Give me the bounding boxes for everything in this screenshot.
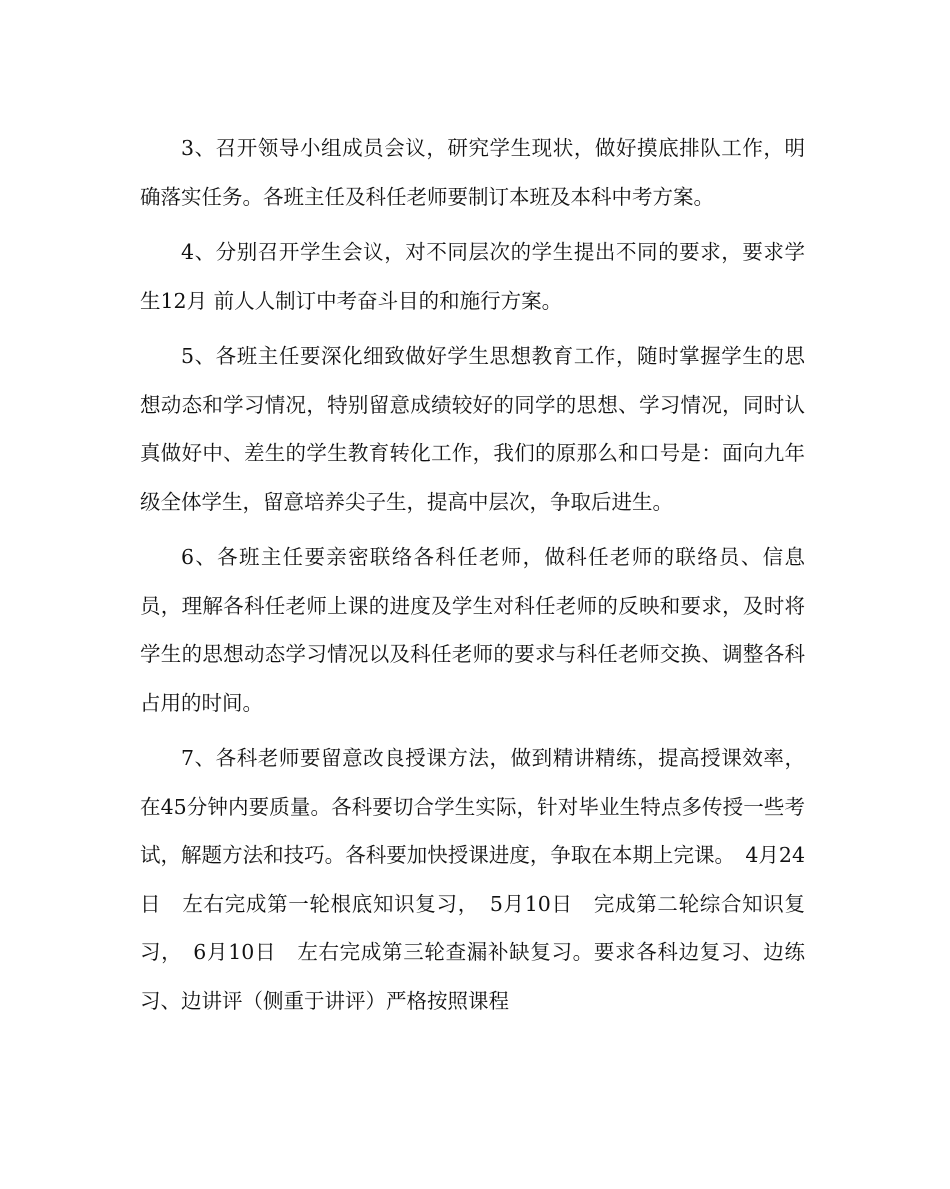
paragraph-6: 6、各班主任要亲密联络各科任老师，做科任老师的联络员、信息员，理解各科任老师上课的进度及学生对科任老师的反映和要求，及时将学生的思想动态学习情况以及科任老师的要求与科任老师交换、调整各科占用的时间。 [140, 545, 805, 715]
paragraph-7: 7、各科老师要留意改良授课方法，做到精讲精练，提高授课效率，在45分钟内要质量。各科要切合学生实际，针对毕业生特点多传授一些考试，解题方法和技巧。各科要加快授课进度，争取在本期上完课。 4月24日 左右完成第一轮根底知识复习， 5月10日 完成第二轮综合知识复习， 6月10日 左右完成第三轮查漏补缺复习。要求各科边复习、边练习、边讲评（侧重于讲评）严格按照课程 [140, 746, 805, 1013]
paragraph-3: 3、召开领导小组成员会议，研究学生现状，做好摸底排队工作，明确落实任务。各班主任及科任老师要制订本班及本科中考方案。 [140, 136, 805, 209]
paragraph-4: 4、分别召开学生会议，对不同层次的学生提出不同的要求，要求学生12月 前人人制订中考奋斗目的和施行方案。 [140, 240, 805, 313]
paragraph-5: 5、各班主任要深化细致做好学生思想教育工作，随时掌握学生的思想动态和学习情况，特别留意成绩较好的同学的思想、学习情况，同时认真做好中、差生的学生教育转化工作，我们的原那么和口号是：面向九年级全体学生，留意培养尖子生，提高中层次，争取后进生。 [140, 344, 805, 514]
document-body [140, 124, 805, 1032]
